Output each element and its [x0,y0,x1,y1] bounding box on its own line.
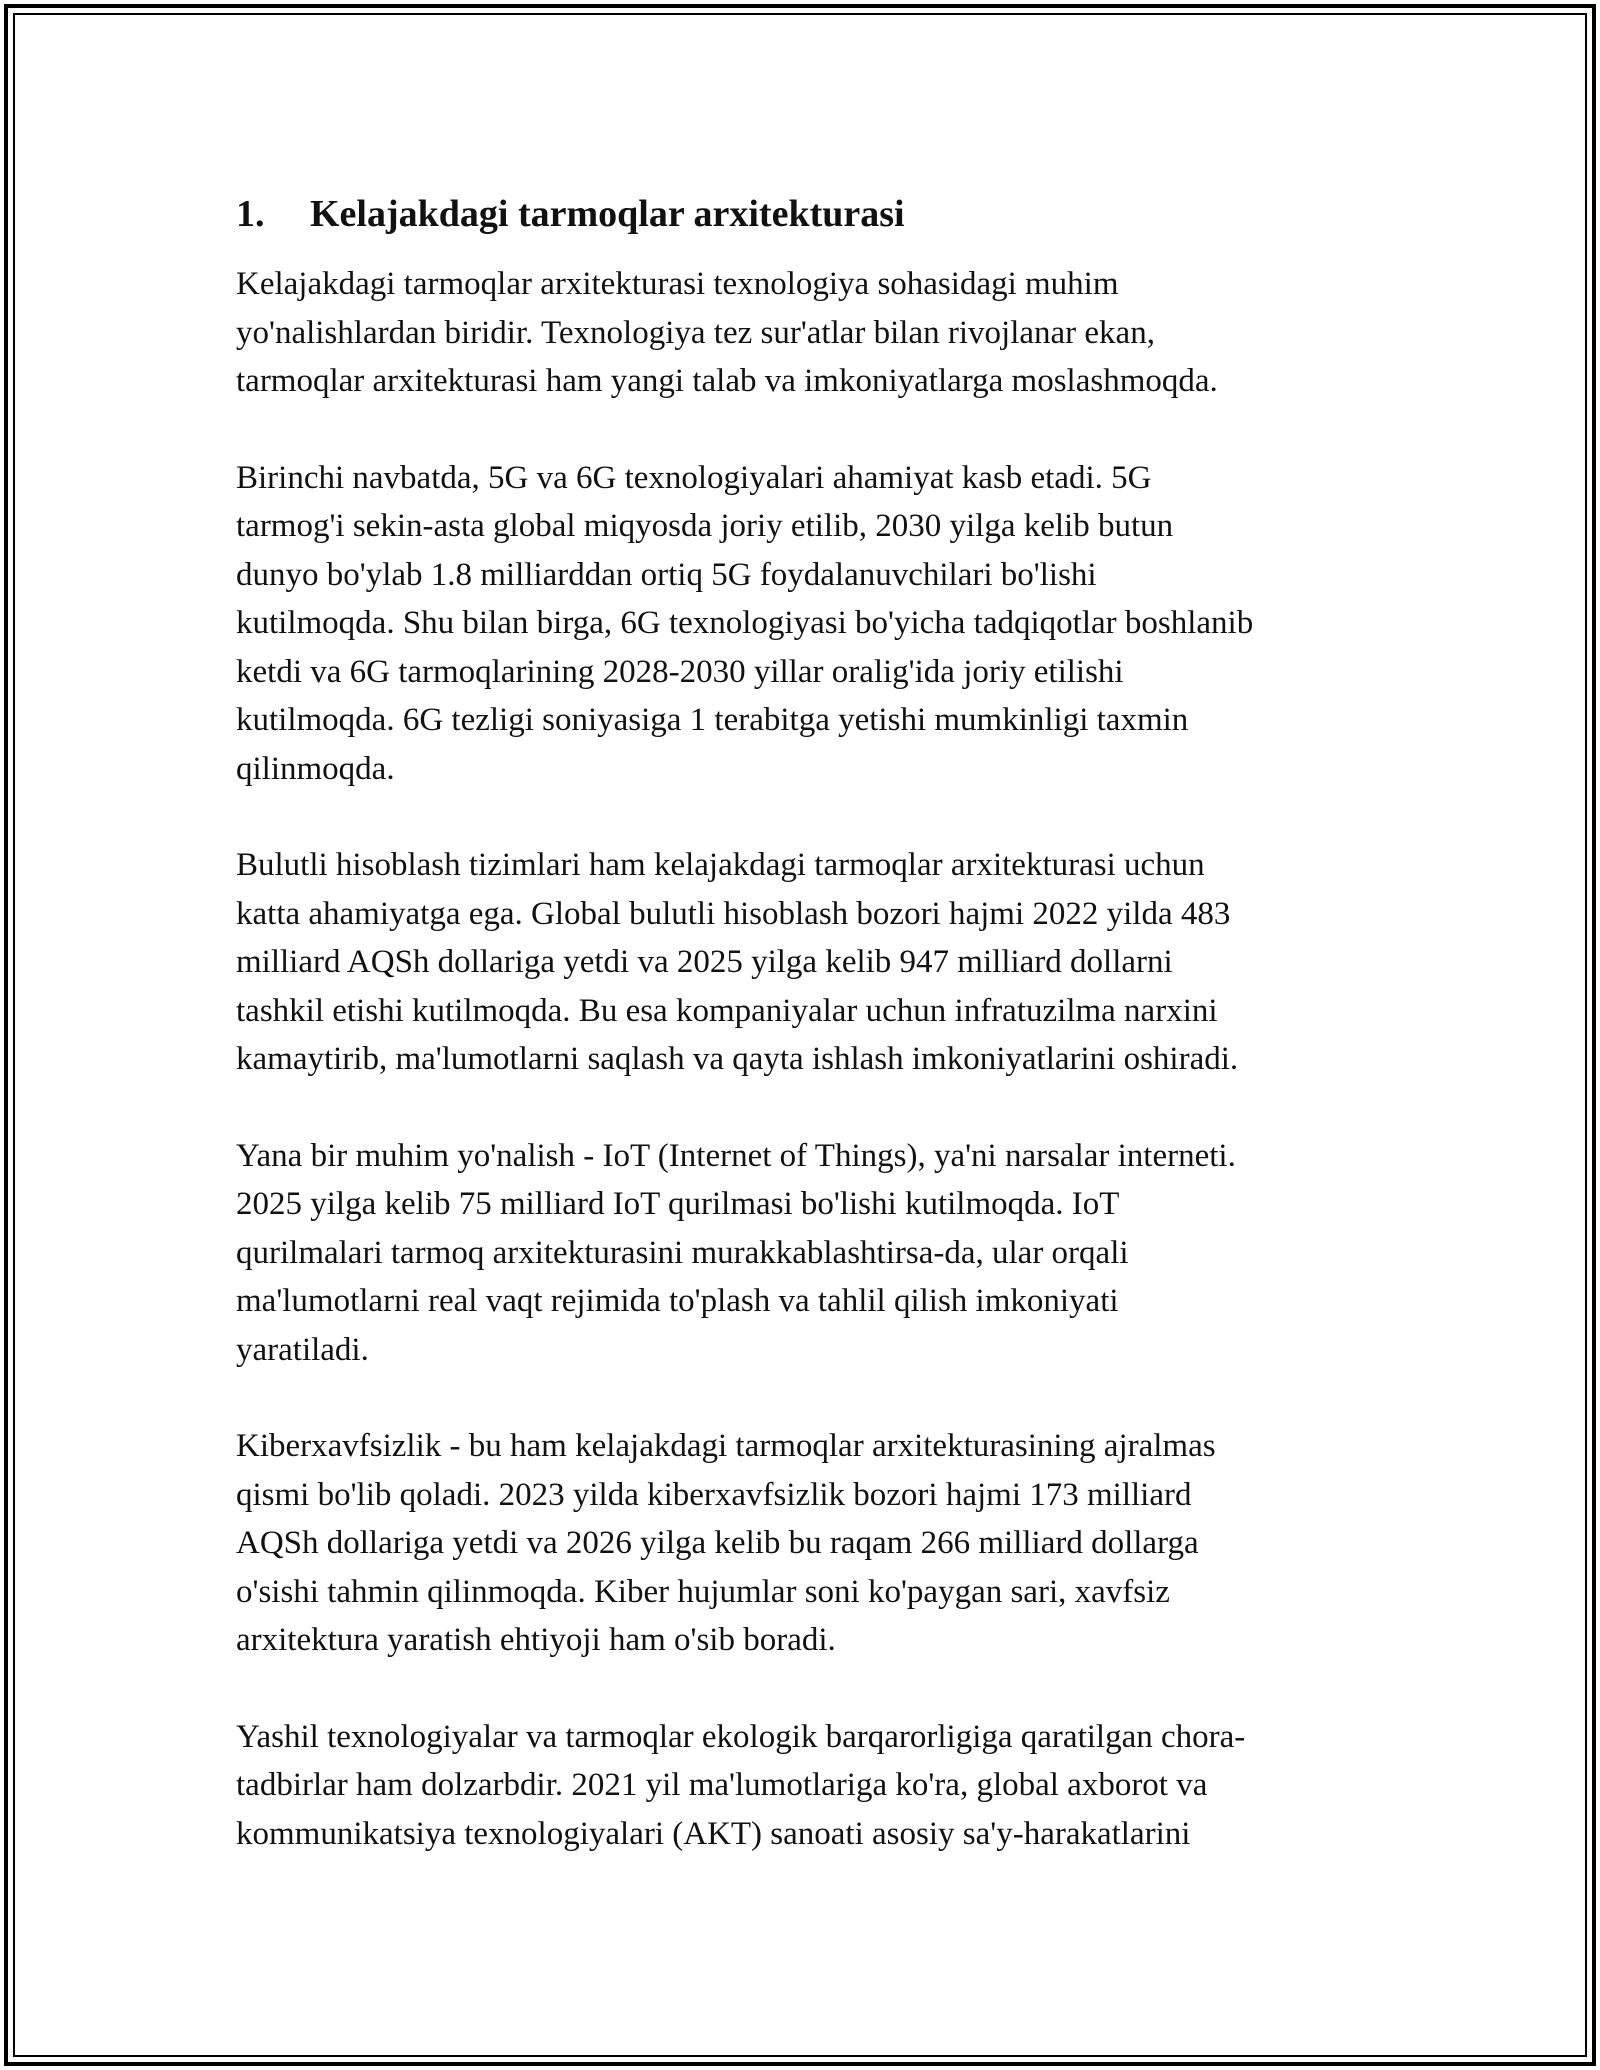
section-heading [236,188,1376,240]
paragraph-line: katta ahamiyatga ega. Global bulutli hisoblash bozori hajmi 2022 yilda 483 [236,895,1231,932]
paragraph-line: dunyo bo'ylab 1.8 milliarddan ortiq 5G foydalanuvchilari bo'lishi [236,556,1097,593]
paragraph-line: AQSh dollariga yetdi va 2026 yilga kelib bu raqam 266 milliard dollarga [236,1525,1199,1561]
paragraph [236,260,1376,406]
paragraph-line: qismi bo'lib qoladi. 2023 yilda kiberxavfsizlik bozori hajmi 173 milliard [236,1476,1192,1513]
paragraph [236,1132,1376,1375]
paragraph-line: kutilmoqda. Shu bilan birga, 6G texnologiyasi bo'yicha tadqiqotlar boshlanib [236,605,1254,641]
paragraph-line: 2025 yilga kelib 75 milliard IoT qurilmasi bo'lishi kutilmoqda. IoT [236,1186,1120,1222]
paragraph-line: Kelajakdagi tarmoqlar arxitekturasi texnologiya sohasidagi muhim [236,266,1119,302]
paragraph-line: kommunikatsiya texnologiyalari (AKT) sanoati asosiy sa'y-harakatlarini [236,1815,1191,1852]
paragraph-line: tadbirlar ham dolzarbdir. 2021 yil ma'lumotlariga ko'ra, global axborot va [236,1767,1208,1803]
section-title: Kelajakdagi tarmoqlar arxitekturasi [310,193,905,235]
paragraph-line: tarmoqlar arxitekturasi ham yangi talab va imkoniyatlarga moslashmoqda. [236,363,1218,399]
paragraph-line: qilinmoqda. [236,750,395,787]
paragraph [236,454,1376,794]
paragraph [236,841,1376,1084]
paragraph-line: yaratiladi. [236,1331,369,1368]
paragraph-line: ketdi va 6G tarmoqlarining 2028-2030 yillar oralig'ida joriy etilishi [236,653,1124,690]
paragraph-line: arxitektura yaratish ehtiyoji ham o'sib boradi. [236,1622,836,1658]
document-body [236,188,1376,1906]
paragraph [236,1713,1376,1859]
paragraph-line: o'sishi tahmin qilinmoqda. Kiber hujumlar soni ko'paygan sari, xavfsiz [236,1573,1170,1610]
paragraph-line: kamaytirib, ma'lumotlarni saqlash va qayta ishlash imkoniyatlarini oshiradi. [236,1041,1239,1077]
paragraph-line: ma'lumotlarni real vaqt rejimida to'plash va tahlil qilish imkoniyati [236,1283,1119,1319]
section-number: 1. [236,193,265,235]
paragraph-line: qurilmalari tarmoq arxitekturasini murakkablashtirsa-da, ular orqali [236,1234,1129,1271]
paragraph-line: tarmog'i sekin-asta global miqyosda joriy etilib, 2030 yilga kelib butun [236,508,1174,544]
paragraph-line: Birinchi navbatda, 5G va 6G texnologiyalari ahamiyat kasb etadi. 5G [236,459,1152,496]
paragraph [236,1422,1376,1665]
paragraph-line: tashkil etishi kutilmoqda. Bu esa kompaniyalar uchun infratuzilma narxini [236,992,1218,1029]
paragraph-line: yo'nalishlardan biridir. Texnologiya tez sur'atlar bilan rivojlanar ekan, [236,314,1155,351]
paragraph-line: Yashil texnologiyalar va tarmoqlar ekologik barqarorligiga qaratilgan chora- [236,1718,1246,1755]
paragraph-line: Yana bir muhim yo'nalish - IoT (Internet of Things), ya'ni narsalar interneti. [236,1137,1236,1174]
paragraph-line: Bulutli hisoblash tizimlari ham kelajakdagi tarmoqlar arxitekturasi uchun [236,847,1205,883]
paragraph-line: kutilmoqda. 6G tezligi soniyasiga 1 terabitga yetishi mumkinligi taxmin [236,702,1189,738]
paragraphs [236,260,1376,1858]
paragraph-line: milliard AQSh dollariga yetdi va 2025 yilga kelib 947 milliard dollarni [236,944,1173,980]
paragraph-line: Kiberxavfsizlik - bu ham kelajakdagi tarmoqlar arxitekturasining ajralmas [236,1428,1216,1464]
